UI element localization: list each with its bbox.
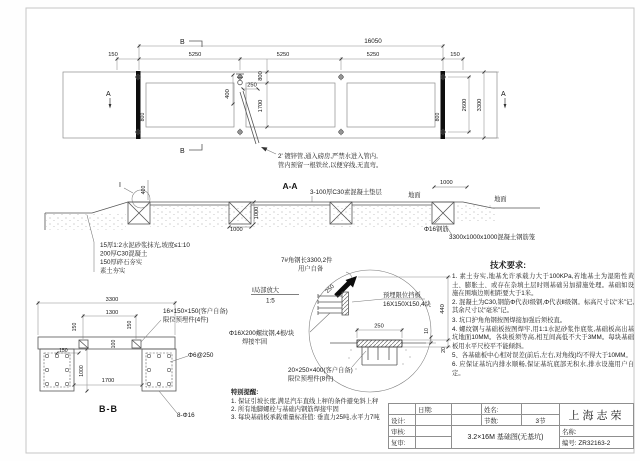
- dim-inner: 2600: [462, 98, 468, 112]
- aa-dim-1000b: 1000: [254, 206, 260, 220]
- cushion-note: 3-100厚C30素混凝土垫层: [310, 189, 382, 196]
- dim-1700: 1700: [258, 99, 264, 113]
- angle-note-1: 7#角钢长3300,2件: [281, 257, 333, 264]
- cell-blank: [416, 415, 452, 426]
- bb-dim-1700: 1700: [101, 378, 115, 384]
- dim-end-left: 150: [108, 52, 118, 58]
- sheet-border: [26, 8, 634, 453]
- tech-title: 技术要求:: [490, 260, 526, 270]
- limit-plate-section: [342, 292, 349, 315]
- bb-dim-100: 100: [111, 339, 117, 349]
- rebar-note-2: 焊接牢固: [242, 338, 268, 346]
- dim-end-right: 150: [450, 52, 460, 58]
- tech-item: 3. 坑口护角角钢按图焊接加强后须校直。: [452, 316, 567, 324]
- layer-note-4: 素土夯实: [100, 267, 126, 275]
- dim-bay2: 5250: [276, 52, 290, 58]
- number-value: ZR32163-2: [578, 440, 611, 447]
- title-block: [388, 403, 634, 449]
- dim-400: 400: [225, 89, 231, 99]
- pipe-note-line2: 管内预留一根铁丝,以便穿线,无直弯。: [278, 162, 383, 169]
- detail-scale: 1:5: [266, 297, 275, 305]
- cage-label: 3300x1000x1000混凝土钢筋笼: [449, 234, 536, 241]
- dim-250: 250: [247, 82, 257, 89]
- tech-item: 1. 素土夯实,地基允许承载力大于100KPa,若地基土为湿陷性黄土、膨胀土、或存在杂填土层时则基础另加措施处理。基础如设施在围墙边则相距要大于1米。: [452, 273, 634, 297]
- rebar-label: Φ16钢筋: [424, 226, 449, 233]
- check-label: 审核:: [389, 426, 416, 437]
- name-label: 姓名:: [482, 404, 522, 415]
- aa-dim-400: 400: [141, 185, 147, 195]
- special-item: 1. 保证引坡长度,满足汽车直线上秤的条件避免斜上秤: [231, 398, 379, 406]
- detail-dim-10: 10: [424, 328, 430, 334]
- cell-blank: [452, 415, 482, 426]
- layer-note-2: 200厚C30混凝土: [100, 250, 148, 258]
- sections-value: 3节: [522, 415, 560, 426]
- cell-blank: [522, 404, 560, 415]
- review-label: 复审:: [389, 437, 416, 448]
- dim-edge-right: 800: [435, 112, 441, 122]
- ground-label-1: 地面: [408, 192, 421, 199]
- section-bb-title: B-B: [99, 404, 118, 414]
- bb-rebar-label: 8-Φ16: [177, 412, 195, 419]
- marker-b-top: B: [180, 39, 185, 46]
- company-name: 上海志荣: [560, 404, 633, 426]
- detail-mark: I: [119, 182, 121, 189]
- tech-item: 6. 应保证基坑内排水顺畅,保证基坑底部无积水,排水设施用户自定。: [452, 361, 634, 377]
- plate-note-1: 预埋限位挡板: [383, 292, 421, 299]
- drawing-number: [560, 437, 633, 448]
- plate-note-2: 16X150X150,4块: [383, 301, 431, 308]
- technical-requirements: [452, 261, 634, 379]
- rebar-note-1: Φ16X200螺纹钢,4根/块: [229, 330, 295, 337]
- bb-dim-1000: 1000: [79, 365, 85, 377]
- cell-blank: [452, 404, 482, 415]
- dim-total: 16050: [364, 38, 382, 45]
- dim-bay3: 5250: [366, 52, 380, 58]
- layer-note-1: 15厚1:2水泥砂浆抹光,坡度≤1:10: [100, 242, 190, 249]
- special-item: 2. 所有地脚螺栓与基础内钢筋焊接牢固: [231, 406, 339, 414]
- product-label: 名称:: [560, 426, 633, 437]
- section-aa-title: A-A: [282, 181, 298, 191]
- base-note-1: 20×250×400(客户自备): [288, 367, 353, 374]
- cell-blank: [389, 404, 416, 415]
- marker-a-left: A: [106, 91, 111, 98]
- aa-dim-1000c: 1000: [440, 180, 453, 186]
- bb-dim-150a: 150: [72, 322, 78, 332]
- ground-label-2: 地面: [494, 196, 507, 203]
- soil-hatch: [150, 206, 432, 228]
- cell-blank: [416, 426, 452, 437]
- layer-note-3: 150厚碎石夯实: [100, 259, 142, 266]
- detail-dim-440: 440: [440, 304, 446, 314]
- bb-stirrup-label: Φ6@250: [188, 352, 214, 359]
- bb-dim-150c: 150: [59, 348, 68, 354]
- detail-dim-250b: 250: [374, 323, 384, 330]
- pipe-note-line1: 2' 镀锌管,通入磅房,严禁水进入管内,: [278, 153, 378, 160]
- bb-dim-150b: 150: [127, 320, 133, 330]
- bb-plate-label-1: 16×150×150(客户自备): [163, 308, 228, 315]
- detail-dim-20: 20: [441, 347, 447, 353]
- design-label: 设计:: [389, 415, 416, 426]
- dim-bay1: 5250: [188, 52, 202, 58]
- bb-dim-1300: 1300: [105, 310, 119, 316]
- special-title: 特别提醒:: [231, 389, 259, 396]
- dim-width: 3300: [477, 98, 483, 112]
- marker-a-right: A: [501, 91, 506, 98]
- marker-b-bottom: B: [180, 148, 185, 155]
- bb-plate-label-2: 限位预埋件(4件): [163, 316, 209, 324]
- dim-edge-left: 800: [140, 112, 146, 122]
- dim-800: 800: [258, 71, 264, 81]
- date-label: 日期:: [416, 404, 452, 415]
- aa-dim-1000a: 1000: [230, 227, 243, 233]
- angle-note-2: 用户自备: [298, 265, 324, 273]
- special-item: 3. 每块基础板承载重量标准值: 垂直力25吨,水平力7吨: [231, 414, 380, 422]
- tech-item: 2. 混凝土为C30,钢筋Φ代表Ⅰ级钢,Φ代表Ⅱ级钢。标高尺寸以“米”记,其余尺寸以“毫米”记。: [452, 299, 634, 315]
- tech-item: 4. 螺纹钢与基础板按图焊牢,用1:1水泥砂浆作底浆,基础板高出基坑地面10MM。各块板须等高,相互间高低不大于3MM。每块基础板用水平尺校平不能倾斜。: [452, 326, 634, 350]
- soil-hatch: [46, 214, 126, 230]
- tech-item: 5、各基础板中心相对误差(前后,左右,对角线)均不得大于10MM。: [452, 351, 632, 359]
- sections-label: 节数:: [482, 415, 522, 426]
- drawing-title: 3.2×16M 基础图(无基坑): [452, 426, 560, 448]
- detail-title: Ⅰ局部放大: [252, 287, 280, 294]
- number-label: 编号:: [562, 440, 577, 447]
- base-note-2: 限位预埋件(8件): [288, 375, 334, 383]
- cell-blank: [416, 437, 452, 448]
- detail-dim-250a: 250: [324, 283, 336, 295]
- base-plate: [357, 340, 402, 347]
- bb-dim-3300: 3300: [105, 297, 119, 303]
